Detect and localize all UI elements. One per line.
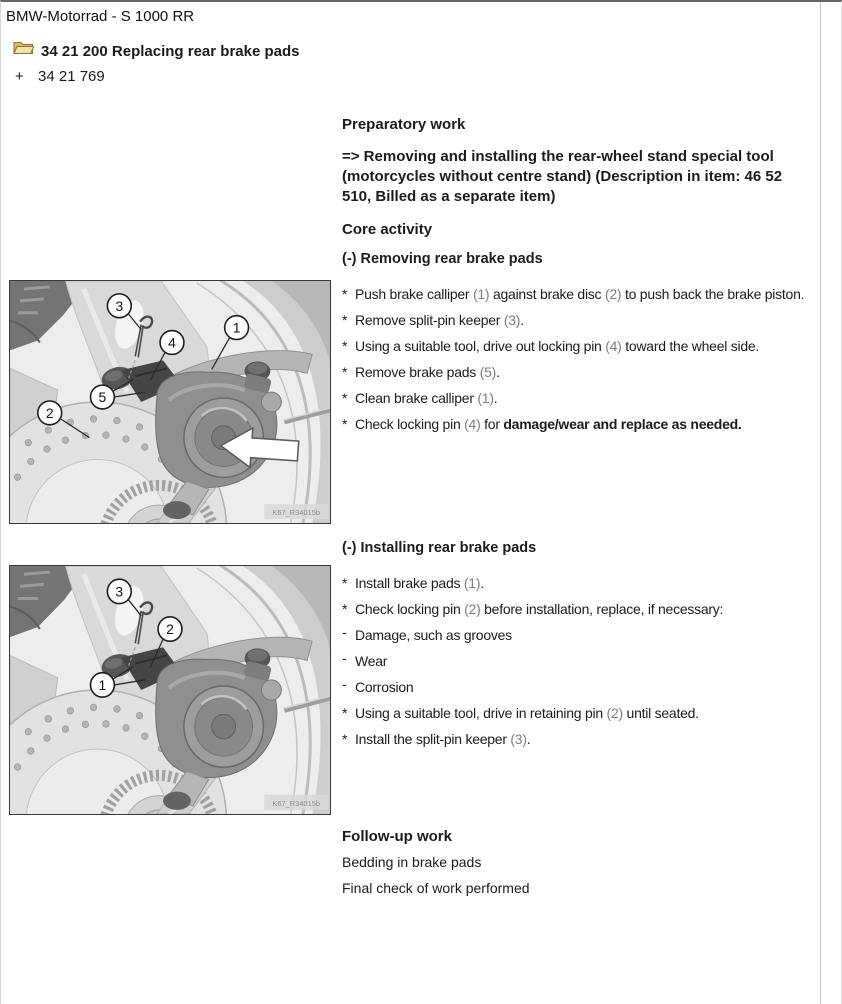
list-item-text	[355, 415, 742, 434]
expand-plus-icon[interactable]: +	[15, 68, 24, 85]
bullet-marker: *	[342, 390, 348, 406]
tree-subitem-label[interactable]: 34 21 769	[38, 68, 105, 85]
list-item	[342, 311, 824, 330]
list-item	[342, 574, 824, 593]
open-folder-icon[interactable]	[13, 40, 34, 62]
svg-text:2: 2	[45, 404, 54, 421]
section-heading: Preparatory work	[342, 116, 466, 133]
svg-text:1: 1	[98, 676, 107, 694]
callout-2	[38, 401, 62, 425]
window-title: BMW-Motorrad - S 1000 RR	[6, 8, 195, 25]
part-ref: (5)	[479, 364, 497, 380]
section-followup	[342, 827, 824, 898]
part-ref: (1)	[477, 390, 494, 406]
text-run: against brake disc	[489, 286, 605, 302]
callout-5	[90, 385, 114, 409]
bullet-marker: *	[342, 312, 348, 328]
callout-1	[225, 316, 249, 340]
bullet-marker: *	[342, 364, 348, 380]
svg-text:3: 3	[115, 583, 124, 600]
list-item	[342, 730, 824, 749]
svg-text:5: 5	[98, 389, 107, 405]
list-item-text	[355, 285, 804, 304]
list-item-text	[355, 363, 500, 382]
text-run: Install the split-pin keeper	[355, 731, 511, 747]
text-run: .	[520, 312, 524, 328]
list-item-text	[355, 311, 524, 330]
list-item	[342, 285, 824, 304]
figure-watermark	[264, 504, 328, 519]
part-ref: (4)	[464, 416, 481, 432]
tree-item-main[interactable]	[13, 40, 299, 62]
text-run: Damage, such as grooves	[355, 627, 512, 643]
part-ref: (1)	[472, 286, 490, 302]
emphasis-text: damage/wear and replace as needed.	[503, 416, 742, 432]
paragraph: Final check of work performed	[342, 880, 530, 896]
bullet-marker: *	[342, 286, 348, 302]
list-item-text	[355, 389, 497, 408]
list-item-text	[355, 652, 387, 671]
bullet-marker: -	[342, 624, 347, 640]
list-item-text	[355, 626, 512, 645]
bullet-marker: -	[342, 650, 347, 666]
list-item	[342, 389, 824, 408]
text-run: toward the wheel side.	[621, 338, 760, 354]
text-run: .	[526, 731, 531, 747]
bullet-marker: *	[342, 705, 348, 721]
bullet-marker: *	[342, 338, 348, 354]
bullet-marker: -	[342, 676, 347, 692]
text-run: Install brake pads	[355, 575, 464, 591]
list-item	[342, 626, 824, 645]
svg-text:2: 2	[166, 620, 174, 638]
list-item	[342, 704, 824, 723]
svg-text:K67_R34015b: K67_R34015b	[272, 798, 320, 808]
figure-installing-brake-pads	[9, 565, 331, 815]
callout-3	[107, 579, 131, 603]
callout-3	[107, 294, 131, 318]
part-ref: (3)	[503, 312, 521, 328]
figure-watermark	[264, 795, 328, 810]
list-item	[342, 363, 824, 382]
activity-heading: (-) Installing rear brake pads	[342, 540, 537, 556]
part-ref: (3)	[510, 731, 527, 747]
section-heading: Core activity	[342, 221, 433, 238]
bold-paragraph: => Removing and installing the rear-wheel stand special tool (motorcycles without centre stand) (Description in item: 46 52 510, Billed as a separate item)	[342, 148, 783, 205]
list-item-text	[355, 337, 759, 356]
text-run: before installation, replace, if necessary:	[480, 601, 724, 617]
section-installing	[342, 539, 824, 749]
list-item-text	[355, 730, 530, 749]
text-run: .	[496, 364, 500, 380]
figure-removing-brake-pads	[9, 280, 331, 524]
list-item-text	[355, 704, 699, 723]
list-item-text	[355, 574, 484, 593]
text-run: Check locking pin	[355, 601, 465, 617]
callout-2	[158, 617, 182, 641]
bullet-marker: *	[342, 416, 348, 432]
text-run: Remove brake pads	[355, 364, 480, 380]
list-item	[342, 337, 824, 356]
text-run: .	[493, 390, 498, 406]
activity-heading: (-) Removing rear brake pads	[342, 251, 543, 267]
list-item-text	[355, 600, 723, 619]
part-ref: (2)	[464, 601, 481, 617]
section-preparatory	[342, 115, 824, 434]
text-run: for	[480, 416, 504, 432]
svg-text:3: 3	[115, 297, 124, 314]
svg-text:1: 1	[232, 319, 241, 336]
text-run: Clean brake calliper	[355, 390, 478, 406]
part-ref: (4)	[605, 338, 622, 354]
part-ref: (1)	[463, 575, 481, 591]
svg-text:K67_R34015b: K67_R34015b	[272, 508, 321, 518]
list-item	[342, 415, 824, 434]
list-item	[342, 652, 824, 671]
bullet-marker: *	[342, 731, 348, 747]
list-item-text	[355, 678, 413, 697]
part-ref: (2)	[604, 286, 622, 302]
text-run: Corrosion	[355, 679, 414, 695]
list-item	[342, 600, 824, 619]
text-run: Push brake calliper	[355, 286, 473, 302]
text-run: until seated.	[622, 705, 699, 721]
list-item	[342, 678, 824, 697]
part-ref: (2)	[606, 705, 623, 721]
paragraph: Bedding in brake pads	[342, 854, 482, 870]
content-right-divider	[820, 2, 821, 1004]
text-run: Using a suitable tool, drive out locking pin	[355, 338, 606, 354]
text-run: to push back the brake piston.	[621, 286, 805, 302]
text-run: Check locking pin	[355, 416, 465, 432]
text-run: Wear	[355, 653, 388, 669]
text-run: Using a suitable tool, drive in retaining pin	[355, 705, 607, 721]
section-heading: Follow-up work	[342, 828, 452, 845]
text-run: Remove split-pin keeper	[355, 312, 504, 328]
tree-item-label[interactable]: 34 21 200 Replacing rear brake pads	[41, 42, 300, 60]
svg-text:4: 4	[168, 334, 176, 351]
bullet-marker: *	[342, 575, 348, 591]
bullet-marker: *	[342, 601, 348, 617]
tree-item-child[interactable]	[13, 68, 105, 85]
callout-1	[90, 673, 114, 697]
text-run: .	[480, 575, 484, 591]
callout-4	[160, 331, 184, 355]
